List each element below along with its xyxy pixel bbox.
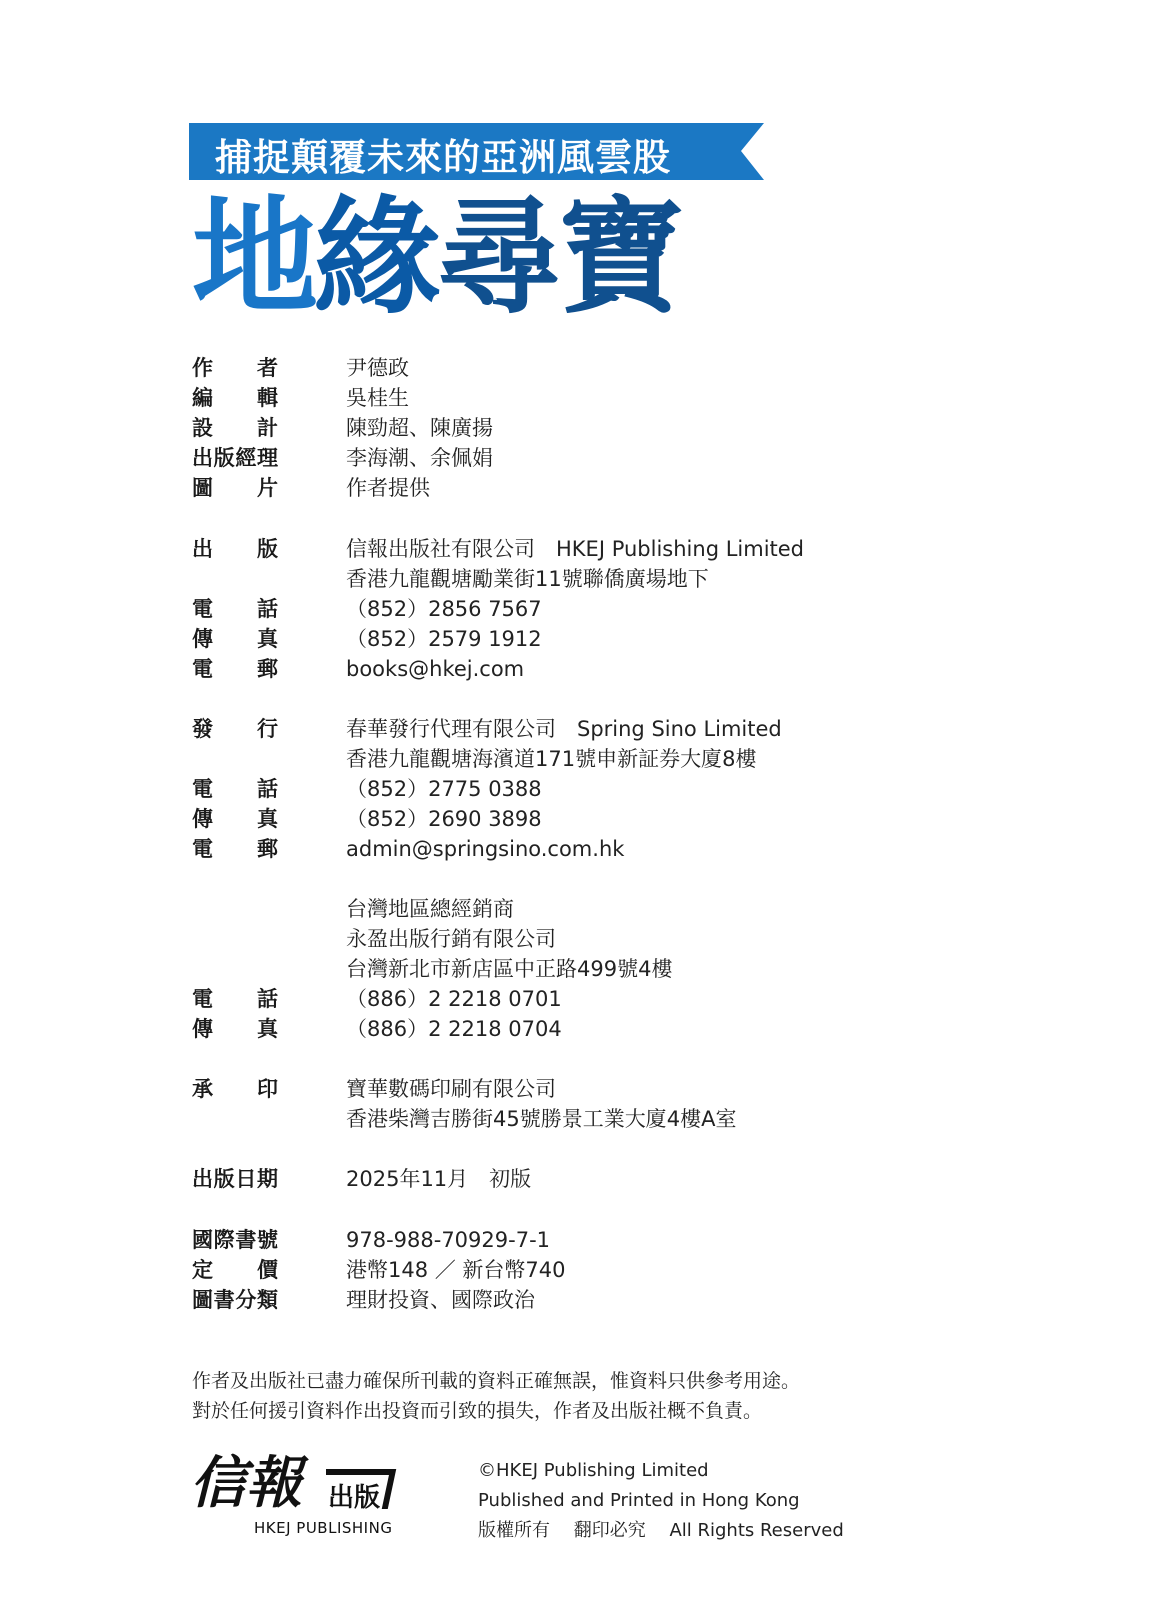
label-char: 際 xyxy=(213,1228,235,1252)
label-char: 電 xyxy=(192,987,213,1011)
label-char: 電 xyxy=(192,777,213,801)
label-char: 日 xyxy=(235,1167,257,1191)
publisher-value: （852）2579 1912 xyxy=(346,627,542,651)
credits-row xyxy=(0,473,1150,503)
publisher-row xyxy=(0,654,1150,684)
label-char: 編 xyxy=(192,386,213,410)
book-value: 978-988-70929-7-1 xyxy=(346,1228,551,1252)
publisher-value: books@hkej.com xyxy=(346,657,525,681)
logo-bar xyxy=(326,1469,392,1475)
label-char: 計 xyxy=(257,416,278,440)
label-char: 傳 xyxy=(192,627,213,651)
disclaimer-line-1: 作者及出版社已盡力確保所刊載的資料正確無誤，惟資料只供參考用途。 xyxy=(192,1370,801,1392)
label-char: 真 xyxy=(257,627,278,651)
book-title xyxy=(192,184,680,331)
credits-label xyxy=(192,473,278,503)
distributor-row xyxy=(0,834,1150,864)
taiwan-row xyxy=(0,984,1150,1014)
book-row xyxy=(0,1225,1150,1255)
publisher-row xyxy=(0,534,1150,564)
label-char: 設 xyxy=(192,416,213,440)
printer-row xyxy=(0,1074,1150,1104)
publisher-value: 信報出版社有限公司 HKEJ Publishing Limited xyxy=(346,537,805,561)
publisher-value: （852）2856 7567 xyxy=(346,597,542,621)
logo-sub-text: 出版 xyxy=(328,1483,381,1513)
taiwan-label xyxy=(192,1014,278,1044)
label-char: 分 xyxy=(235,1288,257,1312)
credits-label xyxy=(192,443,278,473)
taiwan-row xyxy=(0,1014,1150,1044)
book-label xyxy=(192,1285,278,1315)
taiwan-label xyxy=(192,984,278,1014)
label-char: 出 xyxy=(192,537,213,561)
credits-row xyxy=(0,383,1150,413)
distributor-label xyxy=(192,834,278,864)
label-char: 承 xyxy=(192,1077,213,1101)
hkej-publishing-logo xyxy=(190,1450,410,1545)
disclaimer-line-2: 對於任何援引資料作出投資而引致的損失，作者及出版社概不負責。 xyxy=(192,1400,763,1422)
book-row xyxy=(0,1255,1150,1285)
label-char: 出 xyxy=(192,1167,213,1191)
book-row xyxy=(0,1285,1150,1315)
credits-row xyxy=(0,443,1150,473)
label-char: 發 xyxy=(192,717,213,741)
distributor-value: （852）2775 0388 xyxy=(346,777,542,801)
book-value: 理財投資、國際政治 xyxy=(346,1288,535,1312)
distributor-row xyxy=(0,744,1150,774)
publisher-value: 香港九龍觀塘勵業街11號聯僑廣場地下 xyxy=(346,567,709,591)
label-char: 郵 xyxy=(257,657,278,681)
label-char: 真 xyxy=(257,1017,278,1041)
credits-value: 吳桂生 xyxy=(346,386,409,410)
taiwan-row xyxy=(0,924,1150,954)
distributor-value: admin@springsino.com.hk xyxy=(346,837,625,861)
publisher-row xyxy=(0,594,1150,624)
logo-english-text: HKEJ PUBLISHING xyxy=(254,1519,393,1537)
label-char: 圖 xyxy=(192,1288,213,1312)
credits-value: 李海潮、余佩娟 xyxy=(346,446,493,470)
label-char: 類 xyxy=(256,1288,278,1312)
label-char: 圖 xyxy=(192,476,213,500)
label-char: 出 xyxy=(192,446,213,470)
taiwan-row xyxy=(0,894,1150,924)
copyright-line-2: Published and Printed in Hong Kong xyxy=(478,1490,800,1511)
publisher-row xyxy=(0,624,1150,654)
label-char: 傳 xyxy=(192,1017,213,1041)
credits-value: 尹德政 xyxy=(346,356,409,380)
label-char: 價 xyxy=(257,1258,278,1282)
credits-row xyxy=(0,413,1150,443)
date-value: 2025年11月 初版 xyxy=(346,1167,532,1191)
label-char: 經 xyxy=(235,446,257,470)
copyright-line-1: ©HKEJ Publishing Limited xyxy=(478,1460,709,1481)
book-label xyxy=(192,1255,278,1285)
taiwan-value: （886）2 2218 0704 xyxy=(346,1017,562,1041)
credits-label xyxy=(192,413,278,443)
distributor-row xyxy=(0,714,1150,744)
printer-label xyxy=(192,1074,278,1104)
label-char: 版 xyxy=(213,1167,235,1191)
distributor-value: 春華發行代理有限公司 Spring Sino Limited xyxy=(346,717,782,741)
subtitle-banner xyxy=(189,123,764,180)
label-char: 傳 xyxy=(192,807,213,831)
distributor-label xyxy=(192,804,278,834)
label-char: 定 xyxy=(192,1258,213,1282)
taiwan-value: 台灣新北市新店區中正路499號4樓 xyxy=(346,957,673,981)
book-value: 港幣148 ／ 新台幣740 xyxy=(346,1258,566,1282)
distributor-value: 香港九龍觀塘海濱道171號申新証券大廈8樓 xyxy=(346,747,757,771)
distributor-value: （852）2690 3898 xyxy=(346,807,542,831)
label-char: 行 xyxy=(257,717,278,741)
taiwan-value: （886）2 2218 0701 xyxy=(346,987,562,1011)
taiwan-value: 永盈出版行銷有限公司 xyxy=(346,927,556,951)
label-char: 號 xyxy=(256,1228,278,1252)
label-char: 郵 xyxy=(257,837,278,861)
publisher-label xyxy=(192,594,278,624)
label-char: 片 xyxy=(257,476,278,500)
label-char: 書 xyxy=(235,1228,257,1252)
label-char: 印 xyxy=(257,1077,278,1101)
distributor-row xyxy=(0,804,1150,834)
printer-value: 寶華數碼印刷有限公司 xyxy=(346,1077,556,1101)
credits-value: 作者提供 xyxy=(346,476,430,500)
label-char: 版 xyxy=(213,446,235,470)
distributor-row xyxy=(0,774,1150,804)
publisher-label xyxy=(192,534,278,564)
distributor-label xyxy=(192,774,278,804)
copyright-line-3: 版權所有 翻印必究 All Rights Reserved xyxy=(478,1520,844,1541)
label-char: 話 xyxy=(257,597,278,621)
taiwan-value: 台灣地區總經銷商 xyxy=(346,897,514,921)
date-label xyxy=(192,1164,278,1194)
logo-bar-vertical xyxy=(382,1469,397,1509)
logo-main-text: 信報 xyxy=(190,1450,302,1516)
label-char: 輯 xyxy=(257,386,278,410)
label-char: 話 xyxy=(257,987,278,1011)
credits-row xyxy=(0,353,1150,383)
date-row xyxy=(0,1164,1150,1194)
publisher-row xyxy=(0,564,1150,594)
publisher-label xyxy=(192,654,278,684)
label-char: 理 xyxy=(256,446,278,470)
credits-label xyxy=(192,353,278,383)
label-char: 書 xyxy=(213,1288,235,1312)
label-char: 作 xyxy=(192,356,213,380)
title-part-2: 緣 xyxy=(314,184,436,331)
label-char: 電 xyxy=(192,657,213,681)
label-char: 真 xyxy=(257,807,278,831)
taiwan-row xyxy=(0,954,1150,984)
label-char: 電 xyxy=(192,597,213,621)
label-char: 者 xyxy=(257,356,278,380)
printer-row xyxy=(0,1104,1150,1134)
printer-value: 香港柴灣吉勝街45號勝景工業大廈4樓A室 xyxy=(346,1107,737,1131)
banner-text: 捕捉顛覆未來的亞洲風雲股 xyxy=(215,136,671,179)
label-char: 版 xyxy=(257,537,278,561)
credits-value: 陳勁超、陳廣揚 xyxy=(346,416,493,440)
label-char: 電 xyxy=(192,837,213,861)
title-part-3: 尋寶 xyxy=(436,184,680,331)
publisher-label xyxy=(192,624,278,654)
label-char: 國 xyxy=(192,1228,213,1252)
title-part-1: 地 xyxy=(192,184,314,331)
credits-label xyxy=(192,383,278,413)
distributor-label xyxy=(192,714,278,744)
label-char: 期 xyxy=(256,1167,278,1191)
book-label xyxy=(192,1225,278,1255)
label-char: 話 xyxy=(257,777,278,801)
